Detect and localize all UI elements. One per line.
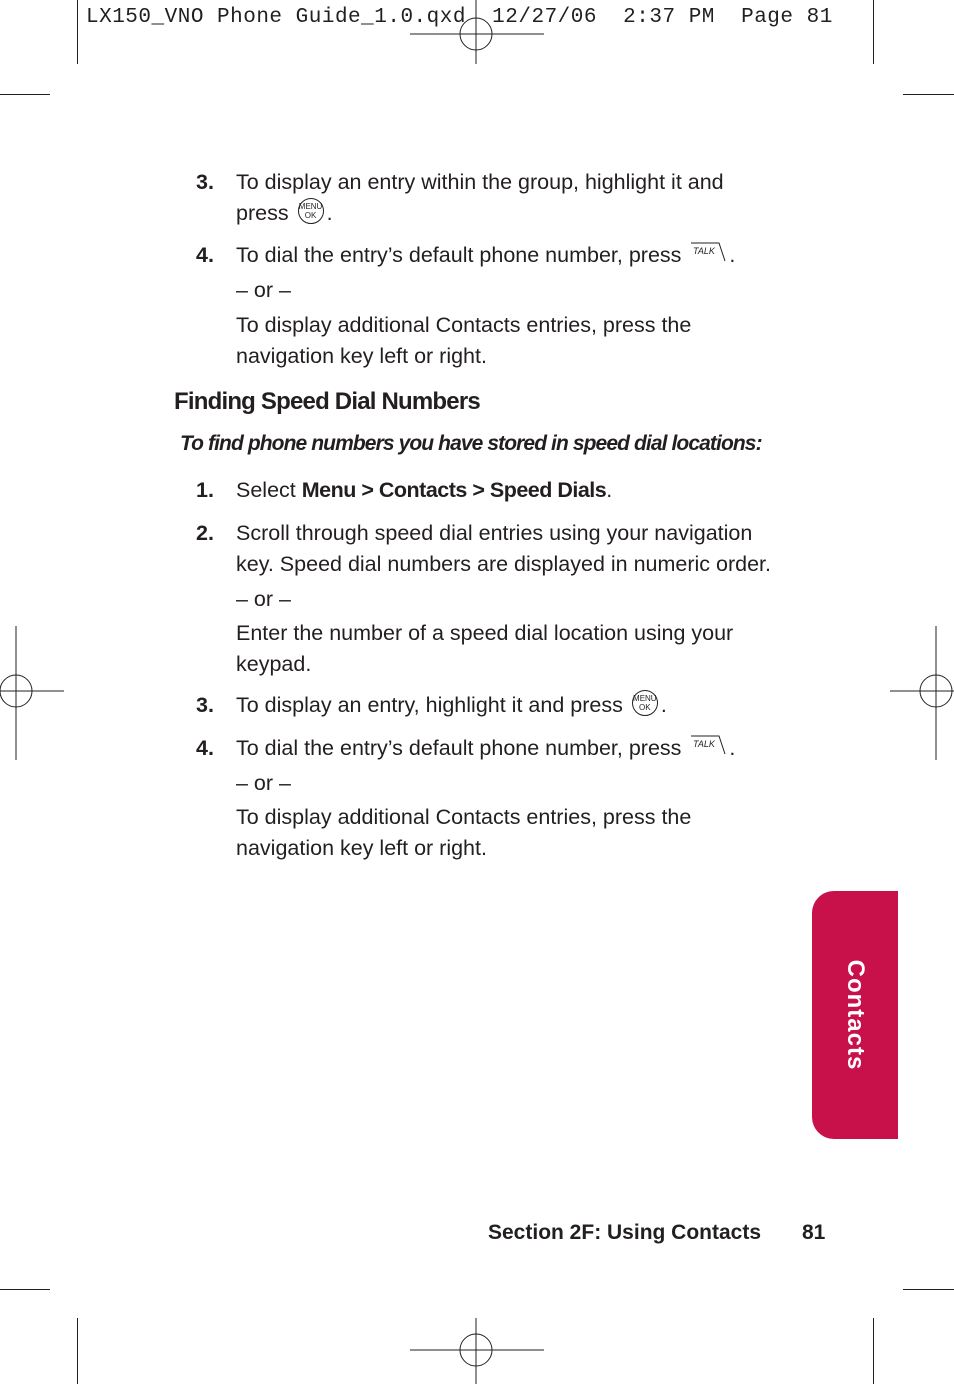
crop-mark (903, 1289, 954, 1290)
menu-path: Menu > Contacts > Speed Dials (301, 478, 607, 502)
crop-mark (873, 1318, 874, 1384)
chapter-tab-label: Contacts (842, 959, 869, 1071)
registration-mark-top (410, 0, 544, 64)
page-number: 81 (802, 1221, 826, 1244)
crop-mark (873, 0, 874, 64)
or-separator: – or – (236, 278, 291, 302)
crop-mark (77, 0, 78, 64)
registration-mark-bottom (410, 1318, 544, 1384)
svg-text:TALK: TALK (693, 739, 716, 750)
file-slug: LX150_VNO Phone Guide_1.0.qxd 12/27/06 2:37 PM Page 81 (86, 6, 833, 29)
step-number: 4. (196, 243, 214, 267)
step-number: 3. (196, 170, 214, 194)
alternate-instruction: Enter the number of a speed dial location using your keypad. (236, 621, 734, 676)
registration-mark-right (890, 626, 954, 760)
alternate-instruction: To display additional Contacts entries, press the navigation key left or right. (236, 805, 692, 860)
step-number: 4. (196, 736, 214, 760)
step-text: Select Menu > Contacts > Speed Dials. (236, 478, 613, 502)
step-number: 1. (196, 478, 214, 502)
footer-section-title: Section 2F: Using Contacts (488, 1221, 762, 1244)
crop-mark (0, 1289, 50, 1290)
step-text: To display an entry within the group, highlight it and press MENU OK . (236, 170, 724, 225)
step-text: To display an entry, highlight it and press MENU OK . (236, 690, 796, 721)
crop-mark (77, 1318, 78, 1384)
step-number: 2. (196, 521, 214, 545)
registration-mark-left (0, 626, 64, 760)
step-number: 3. (196, 693, 214, 717)
menu-ok-key-icon: MENU OK (632, 690, 658, 716)
step-text: To dial the entry’s default phone number, press TALK . (236, 240, 796, 271)
step-text: To dial the entry’s default phone number, press TALK . (236, 733, 796, 764)
or-separator: – or – (236, 587, 291, 611)
menu-ok-key-icon: MENU OK (298, 198, 324, 224)
talk-key-icon (689, 732, 727, 758)
section-heading: Finding Speed Dial Numbers (174, 388, 480, 415)
or-separator: – or – (236, 771, 291, 795)
talk-key-icon (689, 239, 727, 265)
chapter-tab (812, 891, 898, 1139)
step-text: Scroll through speed dial entries using your navigation key. Speed dial numbers are displayed in numeric order. (236, 521, 772, 576)
svg-text:TALK: TALK (693, 246, 716, 257)
alternate-instruction: To display additional Contacts entries, press the navigation key left or right. (236, 313, 692, 368)
procedure-intro: To find phone numbers you have stored in speed dial locations: (180, 432, 762, 455)
crop-mark (0, 94, 50, 95)
crop-mark (903, 94, 954, 95)
